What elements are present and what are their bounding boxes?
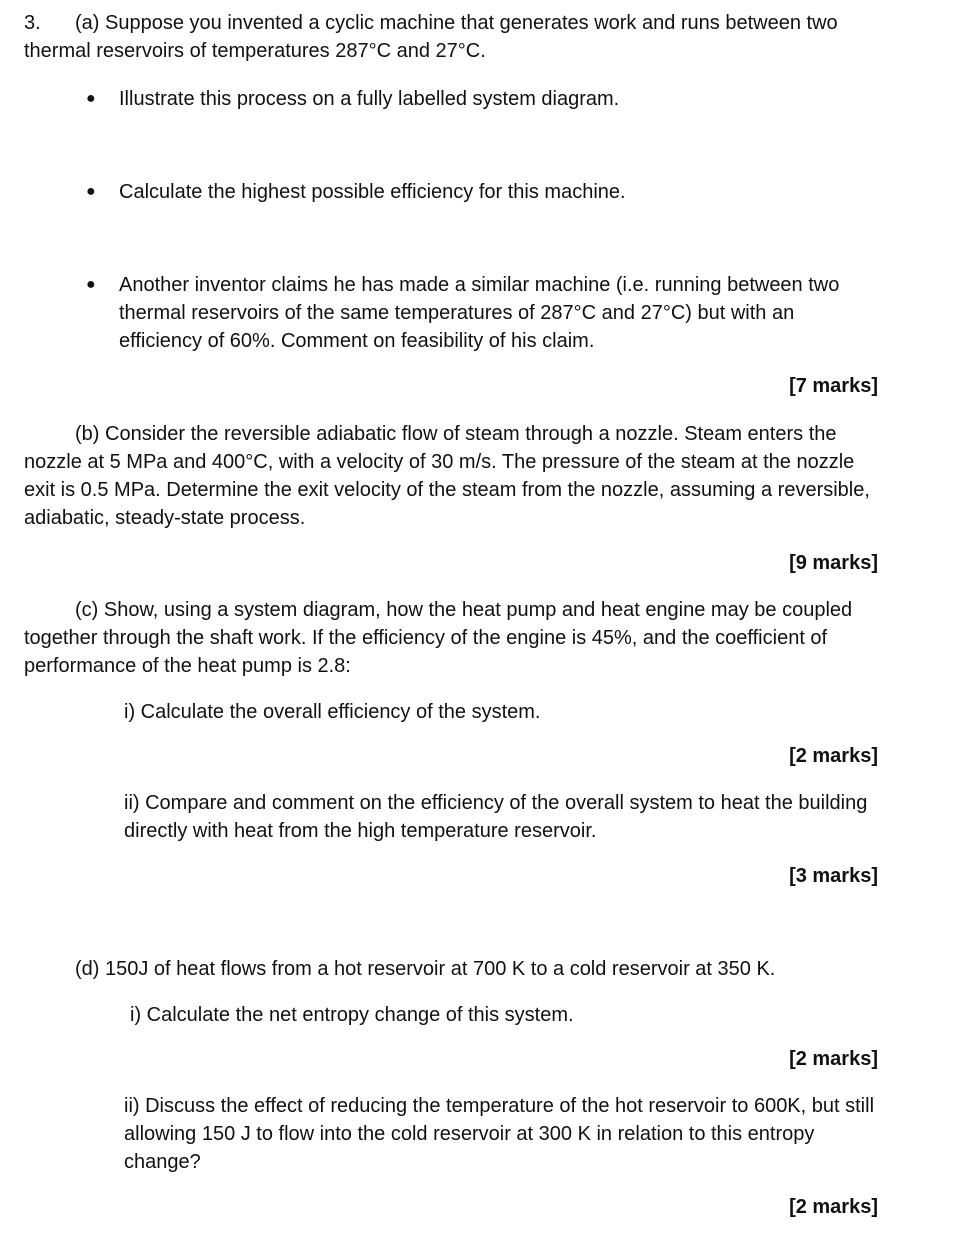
part-d-sub-ii-line-3: change? xyxy=(124,1151,201,1173)
part-a-bullet-1: Illustrate this process on a fully labelled system diagram. xyxy=(119,88,620,110)
part-b-line-1: (b) Consider the reversible adiabatic flow of steam through a nozzle. Steam enters the xyxy=(75,423,837,445)
part-d-sub-i-marks: [2 marks] xyxy=(789,1048,878,1070)
part-d-intro: (d) 150J of heat flows from a hot reservoir at 700 K to a cold reservoir at 350 K. xyxy=(75,958,776,980)
part-d-sub-ii-marks: [2 marks] xyxy=(789,1196,878,1218)
part-c-sub-ii-line-2: directly with heat from the high temperature reservoir. xyxy=(124,820,597,842)
part-b-line-3: exit is 0.5 MPa. Determine the exit velocity of the steam from the nozzle, assuming a reversible, xyxy=(24,479,870,501)
part-b-marks: [9 marks] xyxy=(789,552,878,574)
part-b-line-4: adiabatic, steady-state process. xyxy=(24,507,306,529)
part-d-sub-i: i) Calculate the net entropy change of this system. xyxy=(130,1004,574,1026)
bullet-icon: ● xyxy=(86,276,96,293)
question-number: 3. xyxy=(24,12,41,34)
part-c-line-2: together through the shaft work. If the efficiency of the engine is 45%, and the coefficient of xyxy=(24,627,828,649)
part-a-bullet-3-line-1: Another inventor claims he has made a similar machine (i.e. running between two xyxy=(119,274,840,296)
part-c-sub-i: i) Calculate the overall efficiency of the system. xyxy=(124,701,541,723)
part-c-sub-i-marks: [2 marks] xyxy=(789,745,878,767)
part-b-line-2: nozzle at 5 MPa and 400°C, with a velocity of 30 m/s. The pressure of the steam at the nozzle xyxy=(24,451,855,473)
part-a-marks: [7 marks] xyxy=(789,375,878,397)
bullet-icon: ● xyxy=(86,90,96,107)
part-c-sub-ii-line-1: ii) Compare and comment on the efficiency of the overall system to heat the building xyxy=(124,792,868,814)
part-a-bullet-2: Calculate the highest possible efficiency for this machine. xyxy=(119,181,626,203)
part-a-intro-line-1: (a) Suppose you invented a cyclic machine that generates work and runs between two xyxy=(75,12,838,34)
part-a-bullet-3-line-3: efficiency of 60%. Comment on feasibility of his claim. xyxy=(119,330,595,352)
part-c-sub-ii-marks: [3 marks] xyxy=(789,865,878,887)
part-a-intro-line-2: thermal reservoirs of temperatures 287°C and 27°C. xyxy=(24,40,486,62)
part-c-line-1: (c) Show, using a system diagram, how the heat pump and heat engine may be coupled xyxy=(75,599,853,621)
part-d-sub-ii-line-1: ii) Discuss the effect of reducing the temperature of the hot reservoir to 600K, but still xyxy=(124,1095,875,1117)
part-c-line-3: performance of the heat pump is 2.8: xyxy=(24,655,351,677)
part-a-bullet-3-line-2: thermal reservoirs of the same temperatures of 287°C and 27°C) but with an xyxy=(119,302,795,324)
part-d-sub-ii-line-2: allowing 150 J to flow into the cold reservoir at 300 K in relation to this entropy xyxy=(124,1123,815,1145)
bullet-icon: ● xyxy=(86,183,96,200)
